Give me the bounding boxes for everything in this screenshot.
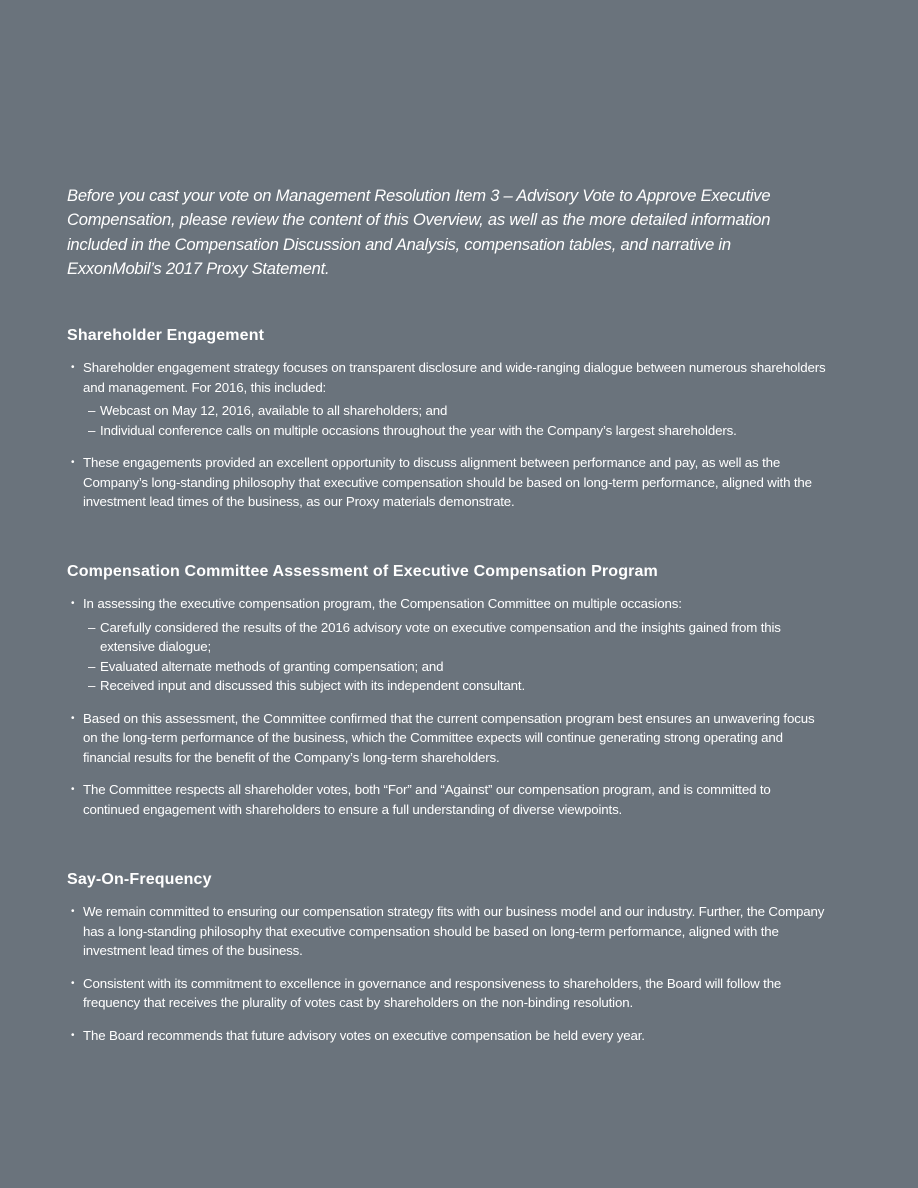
dash-icon: – (88, 658, 96, 674)
intro-paragraph: Before you cast your vote on Management Resolution Item 3 – Advisory Vote to Approve Executive Compensation, please review the content of this Overview, as well as the more detailed information included in the Compensation Discussion and Analysis, compensation tables, and narrative in ExxonMobil’s 2017 Proxy Statement. (67, 186, 771, 278)
bullet-dot-icon: • (71, 1029, 75, 1041)
bullet-dot-icon: • (71, 598, 75, 609)
bullet-dot-icon: • (71, 712, 75, 724)
dash-icon: – (88, 422, 96, 438)
bullet-item (67, 709, 827, 768)
bullet-text: The Committee respects all shareholder votes, both “For” and “Against” our compensation program, and is committed to continued engagement with shareholders to ensure a full understanding of diverse viewpoints. (83, 782, 771, 817)
bullet-text: Consistent with its commitment to excellence in governance and responsiveness to shareholders, the Board will follow the frequency that receives the plurality of votes cast by shareholders on the non-binding resolution. (83, 975, 782, 1010)
bullet-item (67, 453, 827, 512)
sub-item (67, 657, 827, 677)
section-heading: Say-On-Frequency (67, 871, 212, 888)
bullet-item (67, 780, 827, 819)
sub-item (67, 618, 827, 657)
section-say-on-frequency (67, 870, 827, 1058)
bullet-dot-icon: • (71, 977, 75, 989)
sub-item (67, 401, 827, 421)
bullet-item (67, 594, 827, 696)
sub-item-text: Carefully considered the results of the 2016 advisory vote on executive compensation and the insights gained from this extensive dialogue; (100, 619, 781, 654)
bullet-dot-icon: • (71, 457, 75, 468)
dash-icon: – (88, 619, 96, 635)
bullet-text: In assessing the executive compensation program, the Compensation Committee on multiple occasions: (83, 596, 682, 611)
sub-item-text: Individual conference calls on multiple occasions throughout the year with the Company’s largest shareholders. (100, 422, 737, 438)
bullet-dot-icon: • (71, 362, 75, 373)
section-compensation-committee (67, 562, 827, 832)
sub-item-text: Evaluated alternate methods of granting compensation; and (100, 658, 444, 674)
bullet-item (67, 902, 827, 961)
bullet-text: We remain committed to ensuring our compensation strategy fits with our business model and our industry. Further, the Company has a long-standing philosophy that executive compensation should be based on long-term performance, aligned with the investment lead times of the business. (83, 904, 825, 958)
bullet-dot-icon: • (71, 906, 75, 917)
sub-item (67, 421, 827, 441)
bullet-dot-icon: • (71, 784, 75, 795)
sub-item-text: Received input and discussed this subject with its independent consultant. (100, 678, 526, 693)
section-shareholder-engagement (67, 326, 827, 525)
bullet-item (67, 358, 827, 440)
bullet-text: Based on this assessment, the Committee confirmed that the current compensation program best ensures an unwavering focus on the long-term performance of the business, which the Committee expects will continue generating strong operating and financial results for the benefit of the Company’s long-term shareholders. (83, 710, 815, 765)
section-heading: Shareholder Engagement (67, 327, 265, 344)
bullet-text: The Board recommends that future advisory votes on executive compensation be held every year. (83, 1027, 645, 1043)
bullet-text: Shareholder engagement strategy focuses on transparent disclosure and wide-ranging dialogue between numerous shareholders and management. For 2016, this included: (83, 360, 826, 395)
dash-icon: – (88, 403, 96, 418)
bullet-item (67, 974, 827, 1013)
sub-item-text: Webcast on May 12, 2016, available to all shareholders; and (100, 403, 448, 418)
bullet-text: These engagements provided an excellent opportunity to discuss alignment between performance and pay, as well as the Company’s long-standing philosophy that executive compensation should be based on long-term performance, aligned with the investment lead times of the business, as our Proxy materials demonstrate. (83, 455, 812, 509)
sub-item (67, 676, 827, 696)
dash-icon: – (88, 678, 96, 693)
section-heading: Compensation Committee Assessment of Executive Compensation Program (67, 563, 658, 580)
bullet-item (67, 1026, 827, 1046)
